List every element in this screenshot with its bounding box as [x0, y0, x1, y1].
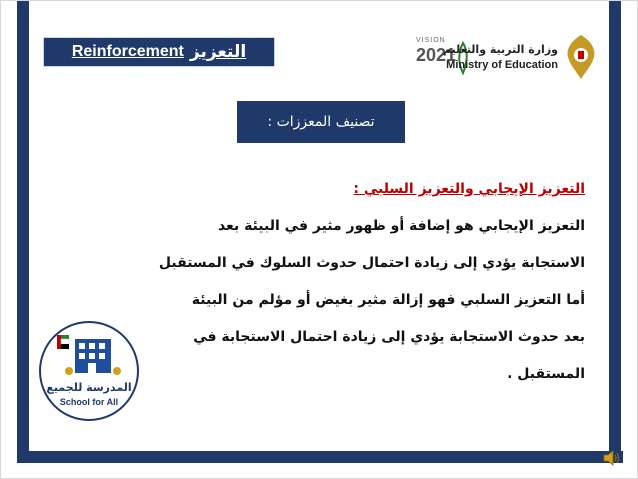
- ministry-name-english: Ministry of Education: [446, 59, 558, 71]
- frame-right-bar: [609, 1, 621, 463]
- school-for-all-logo: [39, 321, 139, 421]
- ministry-name-arabic: وزارة التربية والتعليم: [443, 43, 558, 56]
- content-line: التعزيز الإيجابي هو إضافة أو ظهور مثير في البيئة بعد: [217, 218, 585, 234]
- vision-2021-logo: [416, 35, 472, 79]
- content-line: أما التعزيز السلبي فهو إزالة مثير بغيض أو مؤلم من البيئة: [191, 292, 585, 308]
- content-heading: التعزيز الإيجابي والتعزيز السلبي :: [353, 181, 585, 197]
- content-line: الاستجابة يؤدي إلى زيادة احتمال حدوث السلوك في المستقبل: [158, 255, 585, 271]
- content-line: المستقبل .: [507, 366, 585, 382]
- content-line: بعد حدوث الاستجابة يؤدي إلى زيادة احتمال الاستجابة في: [193, 329, 585, 345]
- ministry-logo-area: [416, 25, 606, 87]
- title-english: Reinforcement: [71, 43, 184, 60]
- school-building-icon: [55, 331, 127, 381]
- vision-year: 2021: [416, 45, 457, 65]
- frame-left-bar: [17, 1, 29, 463]
- classification-heading: تصنيف المعززات :: [267, 114, 375, 130]
- title-box: [43, 37, 275, 67]
- uae-emblem-icon: [562, 33, 600, 81]
- title-arabic: التعزيز: [189, 42, 247, 62]
- speaker-icon[interactable]: [602, 448, 622, 468]
- frame-bottom-bar: [17, 451, 623, 463]
- school-name-english: School for All: [59, 397, 119, 407]
- classification-heading-box: [237, 101, 405, 143]
- content-text: [158, 171, 585, 393]
- vision-label: VISION: [416, 37, 446, 44]
- school-name-arabic: المدرسة للجميع: [46, 381, 132, 394]
